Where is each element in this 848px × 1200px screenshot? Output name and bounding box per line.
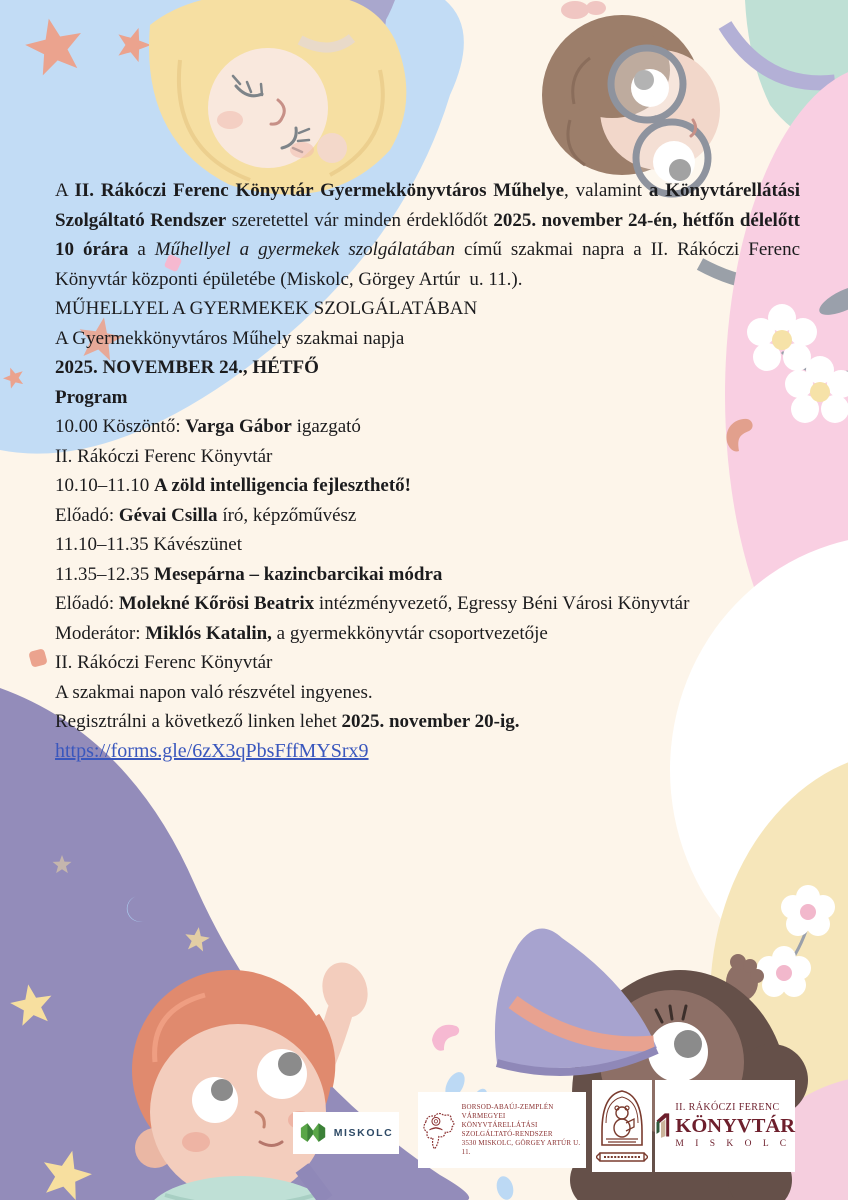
free-participation-note: A szakmai napon való részvétel ingyenes. (55, 681, 373, 703)
reading-bear-seal-icon (596, 1083, 648, 1169)
registration-link-line (55, 737, 800, 767)
children-library-seal-logo (592, 1080, 652, 1172)
registration-link[interactable]: https://forms.gle/6zX3qPbsFffMYSrx9 (55, 739, 369, 762)
intro-seg-5: 2025. november 24-én, hétfőn délelőtt 10 órára (55, 209, 800, 260)
kszr-line-1: BORSOD-ABAÚJ-ZEMPLÉN VÁRMEGYEI (461, 1103, 554, 1120)
program-item-2-speaker-label: Előadó: (55, 504, 119, 526)
event-title: MŰHELLYEL A GYERMEKEK SZOLGÁLATÁBAN (55, 298, 478, 319)
intro-seg-8: című szakmai napra a II. Rákóczi Ferenc Könyvtár központi épületébe (Miskolc, Görgey Artúr u. 11.). (55, 239, 801, 290)
program-item-2 (55, 471, 800, 501)
moderator-line (55, 619, 800, 649)
event-subtitle: A Gyermekkönyvtáros Műhely szakmai napja (55, 327, 405, 349)
kszr-logo-text (462, 1103, 584, 1157)
registration-line (55, 707, 800, 737)
intro-seg-2: , valamint (564, 180, 649, 201)
flyer-text-content (55, 176, 800, 766)
program-item-1 (55, 412, 800, 442)
program-item-1-org: II. Rákóczi Ferenc Könyvtár (55, 445, 273, 467)
rakoczi-line-2: KÖNYVTÁR (675, 1115, 795, 1137)
program-item-1-suffix: igazgató (291, 416, 361, 437)
rakoczi-line-3: M I S K O L C (675, 1138, 791, 1149)
intro-seg-0: A (55, 180, 75, 201)
intro-paragraph (55, 176, 800, 294)
kszr-logo (418, 1092, 586, 1168)
intro-seg-3: a Könyvtárellátási Szolgáltató Rendszer (55, 180, 800, 231)
program-heading: Program (55, 386, 128, 408)
program-item-4-speaker (55, 589, 800, 619)
library-gate-icon (655, 1092, 671, 1160)
program-item-1-prefix: 10.00 Köszöntő: (55, 416, 186, 437)
kszr-line-2: KÖNYVTÁRELLÁTÁSI SZOLGÁLTATÓ-RENDSZER (461, 1121, 553, 1138)
miskolc-city-logo (293, 1112, 399, 1154)
program-item-2-title: A zöld intelligencia fejleszthető! (154, 475, 412, 496)
registration-prefix: Regisztrálni a következő linken lehet (55, 711, 342, 732)
intro-seg-7: Műhellyel a gyermekek szolgálatában (154, 239, 455, 260)
county-map-icon (420, 1101, 458, 1159)
program-item-2-time: 10.10–11.10 (55, 475, 155, 496)
kszr-line-3: 3530 MISKOLC, GÖRGEY ARTÚR U. 11. (461, 1139, 581, 1156)
moderator-name: Miklós Katalin, (145, 622, 272, 644)
program-item-1-name: Varga Gábor (185, 416, 292, 437)
rakoczi-library-logo (655, 1080, 795, 1172)
program-item-4-speaker-label: Előadó: (55, 593, 119, 614)
program-item-4-speaker-suffix: intézményvezető, Egressy Béni Városi Könyvtár (314, 593, 690, 614)
registration-deadline: 2025. november 20-ig. (341, 711, 520, 732)
program-item-4-time: 11.35–12.35 (55, 563, 155, 585)
miskolc-logo-wordmark: MISKOLC (333, 1127, 394, 1139)
rakoczi-line-1: II. RÁKÓCZI FERENC (675, 1102, 780, 1113)
intro-seg-6: a (128, 239, 155, 260)
program-item-3: 11.10–11.35 Kávészünet (55, 534, 242, 555)
intro-seg-4: szeretettel vár minden érdeklődőt (226, 209, 494, 231)
program-item-2-speaker (55, 501, 800, 531)
moderator-suffix: a gyermekkönyvtár csoportvezetője (271, 622, 548, 644)
program-item-4 (55, 560, 800, 590)
rakoczi-logo-text (675, 1103, 795, 1149)
moderator-org: II. Rákóczi Ferenc Könyvtár (55, 652, 273, 673)
intro-seg-1: II. Rákóczi Ferenc Könyvtár Gyermekkönyvtáros Műhelye (74, 180, 565, 201)
program-item-4-title: Mesepárna – kazincbarcikai módra (154, 563, 443, 585)
moderator-label: Moderátor: (55, 622, 146, 644)
program-item-4-speaker-name: Molekné Kőrösi Beatrix (118, 593, 315, 614)
program-item-2-speaker-suffix: író, képzőművész (217, 504, 357, 526)
program-item-2-speaker-name: Gévai Csilla (118, 504, 218, 526)
miskolc-m-icon (299, 1121, 327, 1145)
event-date-heading: 2025. NOVEMBER 24., HÉTFŐ (55, 357, 319, 378)
